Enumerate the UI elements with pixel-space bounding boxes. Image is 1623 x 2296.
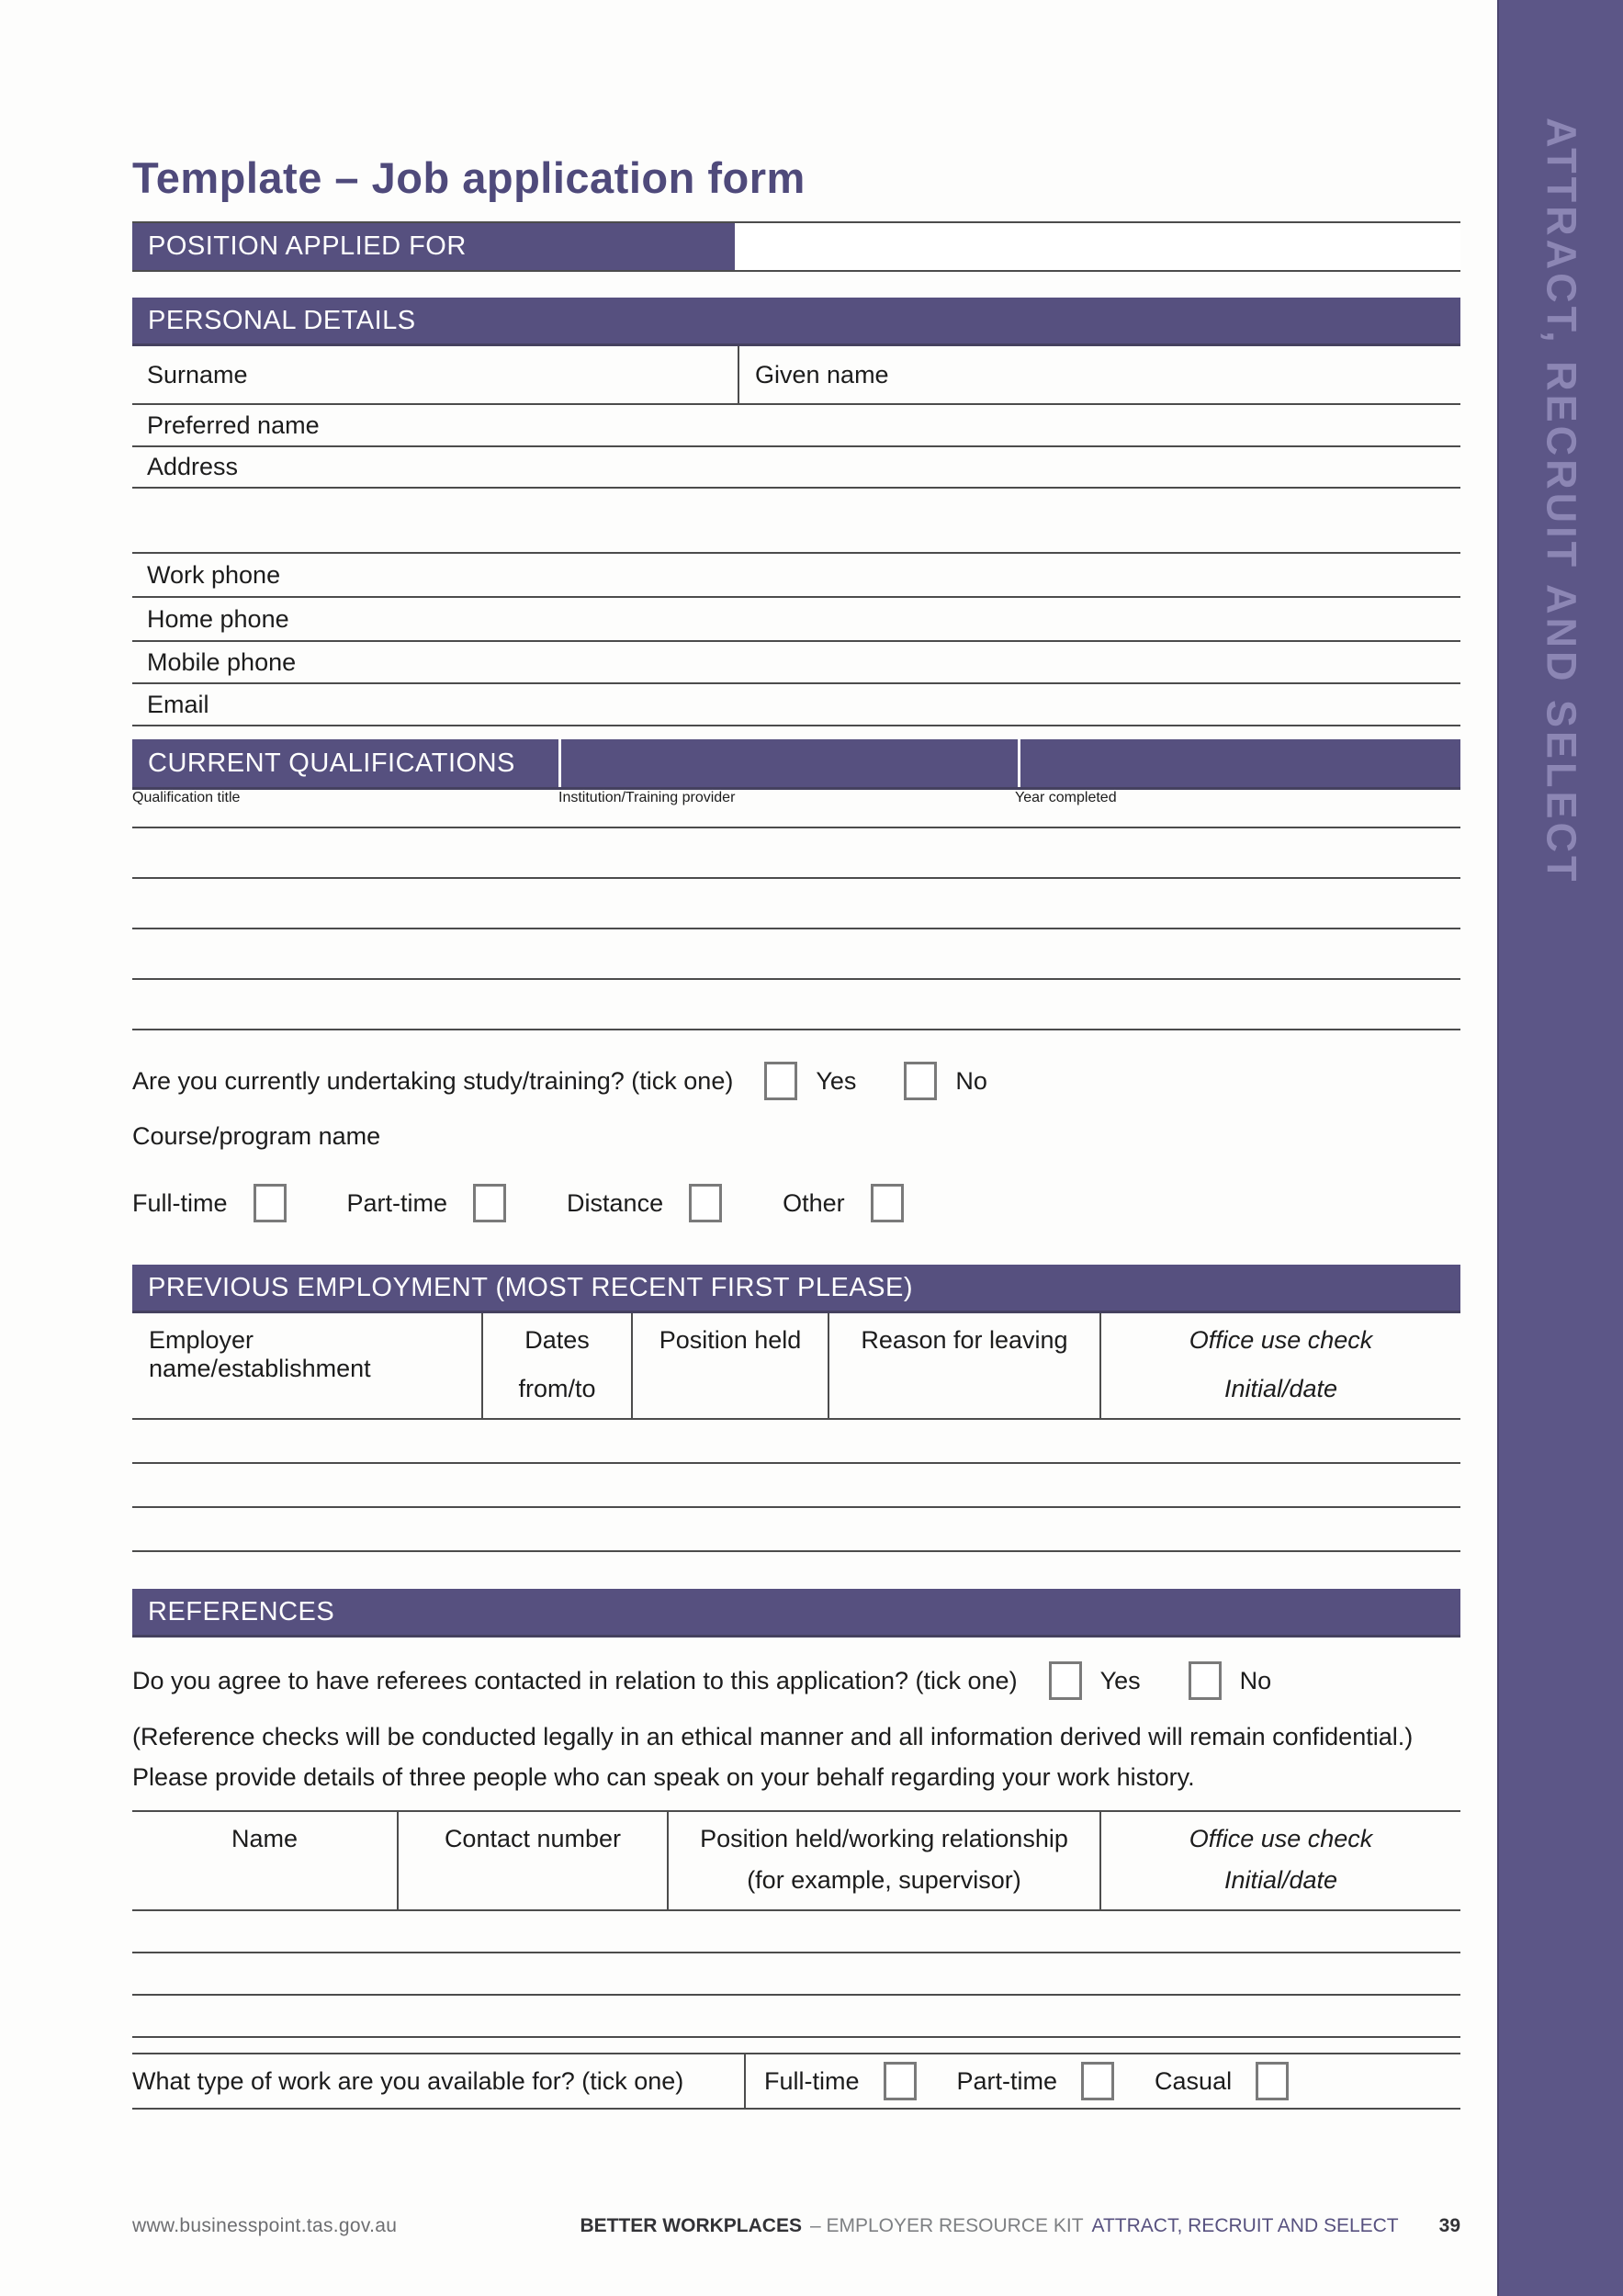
table-cell[interactable] (132, 929, 558, 978)
reference-checks-note: (Reference checks will be conducted legally in an ethical manner and all information derived will remain confidential.) (132, 1723, 1414, 1750)
distance-checkbox[interactable] (689, 1184, 722, 1222)
table-cell[interactable] (1101, 1996, 1460, 2036)
qualifications-table-row (132, 929, 1460, 980)
address-label: Address (147, 453, 239, 480)
course-program-name-field[interactable] (132, 1122, 1460, 1151)
other-label: Other (783, 1188, 845, 1217)
column-divider (738, 346, 739, 403)
footer-series-title: ATTRACT, RECRUIT AND SELECT (1091, 2215, 1399, 2236)
qualifications-bar-cell (561, 739, 1018, 787)
study-yes-label: Yes (816, 1066, 857, 1095)
referee-name-column-header (132, 1812, 399, 1909)
column-header-line: Office use check (1189, 1825, 1373, 1852)
full-time-option (764, 2062, 917, 2100)
footer-brand: BETTER WORKPLACES (580, 2215, 802, 2236)
part-time-label: Part-time (956, 2066, 1058, 2095)
footer-publication-info (580, 2215, 1460, 2237)
references-table-row (132, 1911, 1460, 1953)
provide-details-note: Please provide details of three people who can speak on your behalf regarding your work history. (132, 1763, 1195, 1791)
study-yes-checkbox[interactable] (764, 1062, 797, 1100)
table-cell[interactable] (132, 1464, 483, 1506)
referee-consent-question: Do you agree to have referees contacted in relation to this application? (tick one) (132, 1666, 1018, 1694)
qualifications-table-row (132, 980, 1460, 1030)
previous-employment-header: PREVIOUS EMPLOYMENT (MOST RECENT FIRST PLEASE) (132, 1265, 1460, 1313)
column-header-line: Office use check (1189, 1326, 1373, 1354)
column-header-line: Name (231, 1825, 299, 1852)
table-cell[interactable] (1101, 1508, 1460, 1550)
qualifications-table-header-row (132, 790, 1460, 828)
table-cell[interactable] (669, 1953, 1101, 1994)
column-header-line: Employer name/establishment (149, 1326, 371, 1382)
table-cell[interactable] (399, 1953, 669, 1994)
table-cell[interactable] (558, 929, 1015, 978)
mobile-phone-field[interactable] (132, 642, 1460, 684)
table-cell[interactable] (633, 1420, 829, 1462)
casual-option (1155, 2062, 1289, 2100)
table-cell[interactable] (132, 879, 558, 928)
preferred-name-field[interactable] (132, 405, 1460, 447)
references-table-header-row (132, 1812, 1460, 1911)
employment-table-row (132, 1420, 1460, 1464)
working-relationship-column-header (669, 1812, 1101, 1909)
table-cell[interactable] (1015, 828, 1460, 877)
part-time-option (347, 1184, 507, 1222)
table-cell[interactable] (829, 1464, 1101, 1506)
available-full-time-checkbox[interactable] (884, 2062, 917, 2100)
table-cell[interactable] (132, 1996, 399, 2036)
distance-option (567, 1184, 722, 1222)
home-phone-label: Home phone (147, 604, 289, 633)
work-phone-field[interactable] (132, 554, 1460, 598)
part-time-option (957, 2062, 1115, 2100)
table-cell[interactable] (399, 1996, 669, 2036)
preferred-name-label: Preferred name (147, 411, 320, 439)
full-time-option (132, 1184, 287, 1222)
footer-kit-title: – EMPLOYER RESOURCE KIT (809, 2215, 1084, 2236)
distance-label: Distance (567, 1188, 664, 1217)
table-cell[interactable] (633, 1464, 829, 1506)
dates-column-header (483, 1313, 633, 1418)
column-header-line: Position held/working relationship (700, 1825, 1068, 1852)
qualifications-table-row (132, 879, 1460, 929)
table-cell[interactable] (1101, 1420, 1460, 1462)
qualification-title-column-header: Qualification title (132, 790, 241, 805)
employment-table-row (132, 1508, 1460, 1552)
part-time-checkbox[interactable] (473, 1184, 506, 1222)
table-cell[interactable] (829, 1420, 1101, 1462)
table-cell[interactable] (483, 1420, 633, 1462)
institution-column-header: Institution/Training provider (558, 790, 736, 805)
employment-table-row (132, 1464, 1460, 1508)
table-cell[interactable] (558, 980, 1015, 1029)
position-applied-for-input-area[interactable] (735, 223, 1460, 270)
position-held-column-header (633, 1313, 829, 1418)
table-cell[interactable] (829, 1508, 1101, 1550)
part-time-label: Part-time (346, 1188, 448, 1217)
references-table-row (132, 1996, 1460, 2038)
table-cell[interactable] (483, 1464, 633, 1506)
work-availability-question: What type of work are you available for? (tick one) (132, 2054, 746, 2108)
referee-consent-question-row (132, 1661, 1460, 1700)
position-applied-for-row (132, 221, 1460, 272)
employment-table-header-row (132, 1313, 1460, 1420)
column-header-line: Contact number (444, 1825, 622, 1852)
study-no-checkbox[interactable] (904, 1062, 937, 1100)
website-link[interactable]: www.businesspoint.tas.gov.au (132, 2215, 398, 2236)
page-number: 39 (1438, 2215, 1460, 2236)
personal-details-header: PERSONAL DETAILS (132, 298, 1460, 346)
reason-for-leaving-column-header (829, 1313, 1101, 1418)
study-no-label: No (955, 1066, 987, 1095)
email-label: Email (147, 690, 209, 718)
column-header-line: (for example, supervisor) (747, 1866, 1021, 1894)
referees-no-label: No (1239, 1666, 1272, 1694)
available-part-time-checkbox[interactable] (1081, 2062, 1114, 2100)
table-cell[interactable] (669, 1911, 1101, 1952)
contact-number-column-header (399, 1812, 669, 1909)
address-field[interactable] (132, 447, 1460, 489)
table-cell[interactable] (132, 828, 558, 877)
table-cell[interactable] (558, 828, 1015, 877)
table-cell[interactable] (558, 879, 1015, 928)
referees-no-checkbox[interactable] (1189, 1661, 1222, 1700)
page-title: Template – Job application form (132, 153, 806, 202)
full-time-checkbox[interactable] (254, 1184, 287, 1222)
office-use-check-column-header (1101, 1812, 1460, 1909)
referees-yes-checkbox[interactable] (1049, 1661, 1082, 1700)
qualifications-table-row (132, 828, 1460, 879)
table-cell[interactable] (132, 980, 558, 1029)
references-table (132, 1810, 1460, 2038)
work-availability-options (746, 2054, 1460, 2108)
side-tab-band (1497, 0, 1623, 2296)
side-tab-label: ATTRACT, RECRUIT AND SELECT (1538, 118, 1585, 885)
table-cell[interactable] (132, 1420, 483, 1462)
table-cell[interactable] (132, 1953, 399, 1994)
other-checkbox[interactable] (871, 1184, 904, 1222)
surname-given-name-field[interactable] (132, 346, 1460, 405)
available-casual-checkbox[interactable] (1256, 2062, 1289, 2100)
column-header-line: Initial/date (1223, 1866, 1338, 1894)
current-qualifications-header-bar (132, 739, 1460, 790)
column-header-line: Position held (659, 1326, 802, 1354)
table-cell[interactable] (1015, 879, 1460, 928)
work-availability-row (132, 2053, 1460, 2110)
table-cell[interactable] (1015, 980, 1460, 1029)
employer-name-column-header (132, 1313, 483, 1418)
full-time-label: Full-time (764, 2066, 860, 2095)
table-cell[interactable] (1015, 929, 1460, 978)
home-phone-field[interactable] (132, 598, 1460, 642)
given-name-label: Given name (755, 360, 889, 388)
other-option (783, 1184, 904, 1222)
mobile-phone-label: Mobile phone (147, 647, 297, 676)
references-header: REFERENCES (132, 1589, 1460, 1638)
current-qualifications-header: CURRENT QUALIFICATIONS (132, 739, 558, 787)
table-cell[interactable] (132, 1911, 399, 1952)
qualifications-bar-cell (1020, 739, 1460, 787)
table-cell[interactable] (1101, 1953, 1460, 1994)
table-cell[interactable] (1101, 1464, 1460, 1506)
column-header-line: from/to (518, 1375, 596, 1402)
table-cell[interactable] (483, 1508, 633, 1550)
column-header-line: Reason for leaving (861, 1326, 1068, 1354)
study-mode-options-row (132, 1184, 1460, 1222)
table-cell[interactable] (669, 1996, 1101, 2036)
referees-yes-label: Yes (1099, 1666, 1141, 1694)
study-training-question: Are you currently undertaking study/training? (tick one) (132, 1066, 734, 1095)
address-continuation-field[interactable] (132, 489, 1460, 554)
references-table-row (132, 1953, 1460, 1996)
table-cell[interactable] (633, 1508, 829, 1550)
email-field[interactable] (132, 684, 1460, 726)
column-header-line: Dates (524, 1326, 590, 1354)
full-time-label: Full-time (132, 1188, 228, 1217)
surname-label: Surname (147, 360, 248, 388)
work-phone-label: Work phone (147, 560, 281, 589)
table-cell[interactable] (132, 1508, 483, 1550)
office-use-check-column-header (1101, 1313, 1460, 1418)
year-completed-column-header: Year completed (1015, 790, 1117, 805)
page-footer (132, 2215, 1460, 2237)
position-applied-for-header: POSITION APPLIED FOR (132, 223, 735, 270)
table-cell[interactable] (1101, 1911, 1460, 1952)
course-program-name-label: Course/program name (132, 1122, 381, 1150)
casual-label: Casual (1155, 2066, 1233, 2095)
study-training-question-row (132, 1062, 1460, 1100)
column-header-line: Initial/date (1223, 1375, 1338, 1402)
table-cell[interactable] (399, 1911, 669, 1952)
